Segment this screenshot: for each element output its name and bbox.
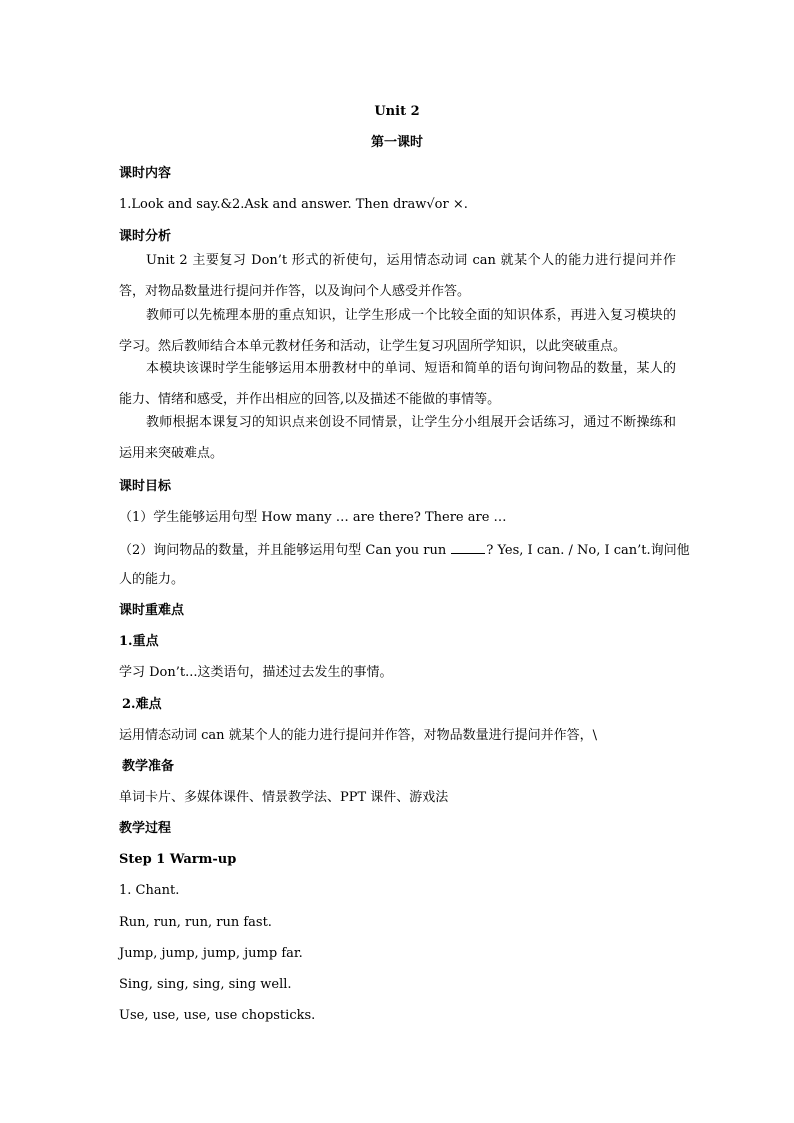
content-text: 1.Look and say.&2.Ask and answer. Then draw√or ×. [119,197,468,212]
goal-item-2-start: （2）询问物品的数量，并且能够运用句型 Can you run [119,543,451,558]
chant-line: Sing, sing, sing, sing well. [119,977,292,992]
chant-line: Jump, jump, jump, jump far. [119,946,303,961]
goal-item-2-end: ? Yes, I can. / No, I can’t.询问他 [486,543,690,558]
goal-item-1: （1）学生能够运用句型 How many … are there? There are … [119,510,507,525]
process-heading: 教学过程 [119,821,172,836]
unit-title: Unit 2 [374,104,420,119]
step-1-heading: Step 1 Warm-up [119,852,237,867]
key-point-label: 1.重点 [119,634,159,649]
goals-heading: 课时目标 [119,479,172,494]
lesson-title: 第一课时 [370,135,423,150]
prep-heading: 教学准备 [122,759,175,774]
answer-blank [451,541,485,554]
analysis-paragraph-1: Unit 2 主要复习 Don’t 形式的祈使句，运用情态动词 can 就某个人的能力进行提问并作答，对物品数量进行提问并作答，以及询问个人感受并作答。 [119,253,676,299]
analysis-paragraph-4: 教师根据本课复习的知识点来创设不同情景，让学生分小组展开会话练习，通过不断操练和运用来突破难点。 [119,415,676,461]
chant-line: Run, run, run, run fast. [119,915,272,930]
analysis-heading: 课时分析 [119,229,172,244]
chant-line: Use, use, use, use chopsticks. [119,1008,316,1023]
chant-label: 1. Chant. [119,883,180,898]
key-points-heading: 课时重难点 [119,603,185,618]
goal-item-2-continued: 人的能力。 [119,572,185,587]
prep-text: 单词卡片、多媒体课件、情景教学法、PPT 课件、游戏法 [119,790,449,805]
analysis-paragraph-3: 本模块该课时学生能够运用本册教材中的单词、短语和简单的语句询问物品的数量，某人的能力、情绪和感受，并作出相应的回答,以及描述不能做的事情等。 [119,361,676,407]
content-heading: 课时内容 [119,166,172,181]
difficulty-text: 运用情态动词 can 就某个人的能力进行提问并作答，对物品数量进行提问并作答，\ [119,728,598,743]
difficulty-label: 2.难点 [122,697,162,712]
analysis-paragraph-2: 教师可以先梳理本册的重点知识，让学生形成一个比较全面的知识体系，再进入复习模块的学习。然后教师结合本单元教材任务和活动，让学生复习巩固所学知识，以此突破重点。 [119,308,676,354]
key-point-text: 学习 Don’t...这类语句，描述过去发生的事情。 [119,665,393,680]
goal-item-2 [119,541,690,559]
